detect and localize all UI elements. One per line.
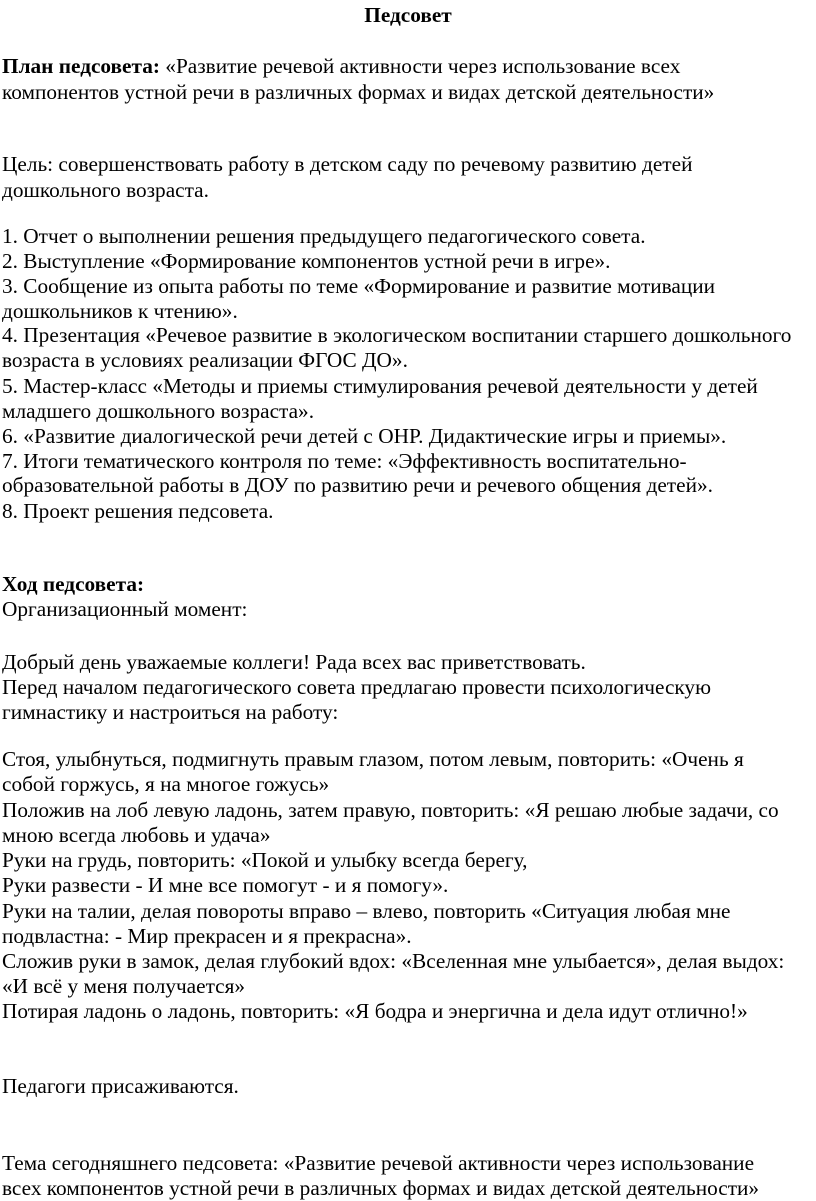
goal-line-1: Цель: совершенствовать работу в детском саду по речевому развитию детей xyxy=(2,152,693,176)
plan-label: План педсовета: xyxy=(2,54,160,78)
agenda-item: 1. Отчет о выполнении решения предыдущего педагогического совета. xyxy=(2,224,646,248)
org-moment: Организационный момент: xyxy=(2,597,248,621)
teachers-sit-line: Педагоги присаживаются. xyxy=(2,1074,239,1098)
document-title: Педсовет xyxy=(364,3,452,27)
intro-line-2: гимнастику и настроиться на работу: xyxy=(2,700,339,724)
agenda-item: 2. Выступление «Формирование компонентов устной речи в игре». xyxy=(2,249,611,273)
exercise-line: собой горжусь, я на многое гожусь» xyxy=(2,772,330,796)
agenda-item: 8. Проект решения педсовета. xyxy=(2,499,274,523)
intro-line-1: Перед началом педагогического совета предлагаю провести психологическую xyxy=(2,675,711,699)
exercise-line: «И всё у меня получается» xyxy=(2,974,246,998)
greeting-line: Добрый день уважаемые коллеги! Рада всех вас приветствовать. xyxy=(2,650,586,674)
agenda-item: 7. Итоги тематического контроля по теме: «Эффективность воспитательно- xyxy=(2,449,687,473)
agenda-item: дошкольников к чтению». xyxy=(2,299,238,323)
agenda-item: образовательной работы в ДОУ по развитию речи и речевого общения детей». xyxy=(2,473,713,497)
agenda-item: 4. Презентация «Речевое развитие в экологическом воспитании старшего дошкольного xyxy=(2,323,792,347)
exercise-line: Сложив руки в замок, делая глубокий вдох: «Вселенная мне улыбается», делая выдох: xyxy=(2,949,785,973)
exercise-line: Положив на лоб левую ладонь, затем правую, повторить: «Я решаю любые задачи, со xyxy=(2,798,779,822)
agenda-item: 6. «Развитие диалогической речи детей с ОНР. Дидактические игры и приемы». xyxy=(2,424,727,448)
plan-line-2: компонентов устной речи в различных формах и видах детской деятельности» xyxy=(2,80,715,104)
course-heading: Ход педсовета: xyxy=(2,572,145,596)
plan-line-1 xyxy=(2,53,680,79)
exercise-line: Руки развести - И мне все помогут - и я помогу». xyxy=(2,873,449,897)
plan-text-1: «Развитие речевой активности через использование всех xyxy=(159,54,681,78)
agenda-item: возраста в условиях реализации ФГОС ДО». xyxy=(2,348,408,372)
topic-line-1: Тема сегодняшнего педсовета: «Развитие речевой активности через использование xyxy=(2,1151,755,1175)
topic-line-2: всех компонентов устной речи в различных формах и видах детской деятельности» xyxy=(2,1176,760,1200)
exercise-line: Руки на грудь, повторить: «Покой и улыбку всегда берегу, xyxy=(2,848,528,872)
exercise-line: Руки на талии, делая повороты вправо – влево, повторить «Ситуация любая мне xyxy=(2,899,731,923)
exercise-line: мною всегда любовь и удача» xyxy=(2,823,271,847)
exercise-line: Стоя, улыбнуться, подмигнуть правым глазом, потом левым, повторить: «Очень я xyxy=(2,747,744,771)
goal-line-2: дошкольного возраста. xyxy=(2,178,209,202)
exercise-line: подвластна: - Мир прекрасен и я прекрасна». xyxy=(2,924,412,948)
agenda-item: младшего дошкольного возраста». xyxy=(2,399,315,423)
exercise-line: Потирая ладонь о ладонь, повторить: «Я бодра и энергична и дела идут отлично!» xyxy=(2,999,748,1023)
agenda-item: 5. Мастер-класс «Методы и приемы стимулирования речевой деятельности у детей xyxy=(2,374,758,398)
agenda-item: 3. Сообщение из опыта работы по теме «Формирование и развитие мотивации xyxy=(2,274,716,298)
